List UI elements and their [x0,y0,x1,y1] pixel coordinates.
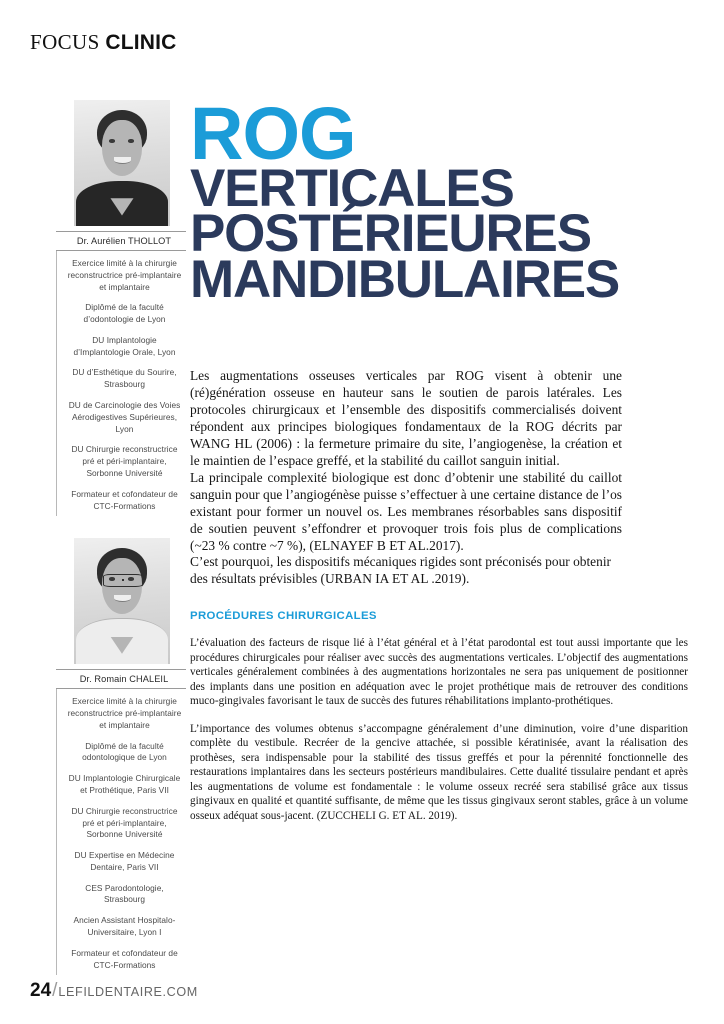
credential-item: Formateur et cofondateur de CTC-Formations [71,488,178,511]
section-column [190,636,688,823]
title-line-rog: ROG [190,92,356,175]
header-word-clinic: CLINIC [105,31,177,54]
author-name-2: Dr. Romain CHALEIL [56,670,186,689]
title-line-verticales: VERTICALES [190,158,514,218]
section-header-focus-clinic [30,30,177,55]
article-body [190,368,688,823]
author-photo-2 [74,538,170,664]
intro-column [190,368,688,588]
author-block-1 [56,100,186,516]
intro-paragraph-1: Les augmentations osseuses verticales par ROG visent à obtenir une (ré)génération osseuse en hauteur sans le soutien de parois latérales. Les protocoles chirurgicaux et l’ensemble des dispositifs commercialisés doivent répondent aux principes biologiques fondamentaux de la ROG décrits par WANG HL (2006) : la fermeture primaire du site, l’angiogenèse, la création et le maintien de l’espace greffé, et la stabilité du caillot sanguin initial. [190,368,622,468]
credential-item: CES Parodontologie, Strasbourg [85,882,164,905]
credential-item: DU Implantologie Chirurgicale et Prothétique, Paris VII [68,773,181,795]
credential-item: Exercice limité à la chirurgie reconstructrice pré-implantaire et implantaire [67,696,182,730]
credential-item: DU Chirurgie reconstructrice pré et péri-implantaire, Sorbonne Université [71,444,178,478]
author-name-1: Dr. Aurélien THOLLOT [56,232,186,251]
article-title [190,92,695,309]
footer-separator: / [52,980,58,1001]
credential-item: Diplômé de la faculté odontologique de Lyon [82,740,167,763]
credential-item: DU de Carcinologie des Voies Aérodigestives Supérieures, Lyon [68,400,181,434]
header-word-focus: FOCUS [30,30,100,54]
section-heading-procedures: PROCÉDURES CHIRURGICALES [190,610,377,623]
author-block-2 [56,538,186,975]
intro-paragraph-3: C’est pourquoi, les dispositifs mécaniques rigides sont préconisés pour obtenir des résultats prévisibles (URBAN IA ET AL .2019). [190,554,611,587]
title-line-mandibulaires: MANDIBULAIRES [190,249,619,309]
footer-site-url: LEFILDENTAIRE.COM [58,985,198,999]
credential-item: Formateur et cofondateur de CTC-Formations [71,947,178,970]
section-paragraph-1: L’évaluation des facteurs de risque lié à l’état général et à l’état parodontal est tout aussi importante que les procédures chirurgicales pour réaliser avec succès des augmentations verticales. L’objectif des augmentations verticales généralement combinées à des augmentations horizontales ne sera pas uniquement de positionner des implants dans une position en adéquation avec le projet prothétique mais de retrouver des conditions muco-gingivales favorisant le taux de succès des futures réhabilitations implanto-prothétiques. [190,637,688,708]
section-paragraph-2: L’importance des volumes obtenus s’accompagne généralement d’une diminution, voire d’une disparition complète du vestibule. Recréer de la gencive attachée, si possible kératinisée, avant la réalisation des prothèses, sera indispensable pour la stabilité des tissus greffés et pour la pérennité fonctionnelle des restaurations implantaires dans les secteurs postérieurs mandibulaires. Cette dualité tissulaire pendant et après les augmentations de volume est fondamentale : le volume osseux recréé sera stabilisé grâce aux tissus gingivaux en qualité et quantité suffisante, de même que les tissus gingivaux seront stables, grâce à un volume osseux adéquat sous-jacent. (ZUCCHELI G. ET AL. 2019). [190,722,688,822]
credential-item: DU Implantologie d’Implantologie Orale, Lyon [73,334,176,357]
page-footer [30,980,198,1002]
credential-item: DU d’Esthétique du Sourire, Strasbourg [72,367,177,390]
author-credentials-1 [56,251,186,516]
intro-paragraph-2: La principale complexité biologique est donc d’obtenir une stabilité du caillot sanguin pour que l’angiogénèse puisse s’effectuer à une certaine distance de l’os existant pour former un nouvel os. Les membranes résorbables sans dispositif de soutien peuvent s’effondrer et provoquer trois fois plus de complications (~23 % contre ~7 %), (ELNAYEF B ET AL.2017). [190,469,622,553]
author-photo-1 [74,100,170,226]
footer-page-number: 24 [30,980,52,1001]
author-credentials-2 [56,689,186,975]
authors-column [56,100,186,991]
credential-item: DU Chirurgie reconstructrice pré et péri-implantaire, Sorbonne Université [71,805,178,840]
title-line-posterieures: POSTÉRIEURES [190,204,591,264]
credential-item: Diplômé de la faculté d’odontologie de Lyon [83,302,166,325]
credential-item: Exercice limité à la chirurgie reconstructrice pré-implantaire et implantaire [67,258,182,292]
credential-item: DU Expertise en Médecine Dentaire, Paris VII [74,850,175,872]
credential-item: Ancien Assistant Hospitalo-Universitaire, Lyon I [73,915,176,937]
glasses-icon [103,574,143,587]
